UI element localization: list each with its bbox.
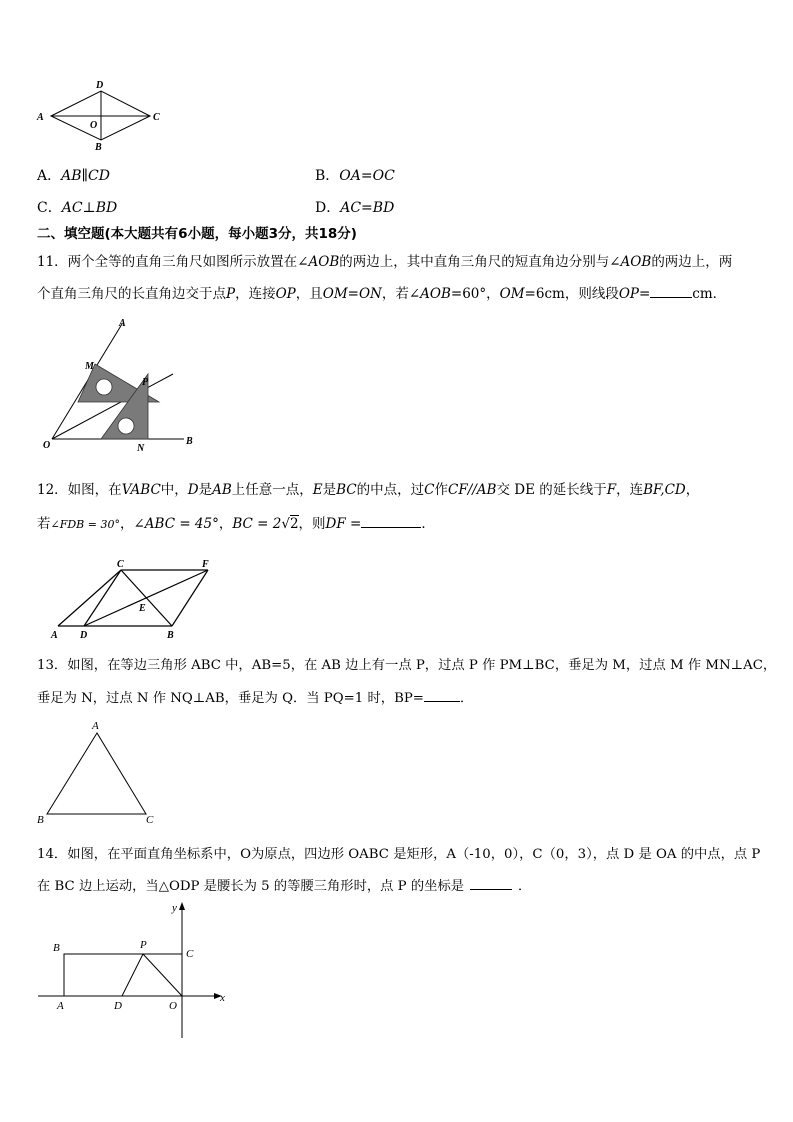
q12-var: VABC — [121, 482, 161, 498]
q13-text: 垂足为 N，过点 N 作 NQ⊥AB，垂足为 Q．当 PQ=1 时，BP= — [37, 691, 424, 706]
q11-text: =60°， — [450, 286, 500, 302]
label-o: O — [43, 440, 51, 451]
q12-var: BC — [336, 482, 357, 498]
q13-answer-blank[interactable] — [424, 689, 460, 702]
label-c: C — [153, 112, 160, 123]
option-text: AB∥CD — [61, 168, 110, 184]
q12-text: 的中点，过 — [356, 482, 425, 498]
sqrt-radicand: 2 — [289, 516, 299, 532]
q13-triangle-figure — [34, 716, 164, 828]
q10-rhombus-figure — [34, 78, 169, 153]
label-x: x — [220, 992, 225, 1004]
label-e: E — [139, 603, 146, 614]
triangle-abc — [47, 733, 146, 814]
q12-var: CF//AB — [448, 482, 497, 498]
q14-answer-blank[interactable] — [470, 877, 512, 890]
q12-text: 交 DE 的延长线于 — [496, 482, 607, 498]
q12-text: ． — [421, 516, 435, 532]
q13-text: ． — [459, 691, 474, 706]
q11-var: OP — [275, 286, 296, 302]
q12-df: DF = — [325, 516, 362, 532]
q11-text: cm，则线段 — [544, 286, 619, 302]
q12-var: BF,CD — [643, 482, 686, 498]
q11-line1 — [37, 250, 732, 270]
label-p: P — [142, 377, 149, 388]
q11-text: 11．两个全等的直角三角尺如图所示放置在 — [37, 254, 298, 270]
label-p: P — [140, 939, 147, 951]
q11-text: 个直角三角尺的长直角边交于点 — [37, 286, 226, 302]
label-a: A — [119, 318, 126, 329]
q11-text: ，连接 — [235, 286, 276, 302]
q11-text: =6 — [524, 286, 545, 302]
q12-text: 若 — [37, 516, 51, 532]
label-b: B — [37, 814, 44, 826]
q14-text: 在 BC 边上运动，当△ODP 是腰长为 5 的等腰三角形时，点 P 的坐标是 — [37, 879, 465, 894]
q11-set-squares-figure — [38, 312, 203, 452]
q12-var: C — [424, 482, 435, 498]
q13-line2 — [37, 687, 473, 706]
label-b: B — [167, 630, 174, 641]
q12-text: ，则 — [298, 516, 326, 532]
set-square-hole-upper — [96, 379, 112, 395]
q12-text: ， — [218, 516, 233, 532]
label-a: A — [57, 1000, 64, 1012]
q11-angle: ∠AOB — [297, 254, 340, 270]
q11-text: 的两边上，两 — [651, 254, 733, 270]
q12-answer-blank[interactable] — [361, 515, 421, 528]
label-b: B — [95, 142, 102, 153]
q14-line2 — [37, 875, 531, 894]
q12-line2 — [37, 512, 435, 532]
q12-text: 12．如图，在 — [37, 482, 122, 498]
q11-var: OP — [618, 286, 639, 302]
label-a: A — [51, 630, 58, 641]
option-letter: B． — [315, 168, 340, 184]
q12-text: 是 — [322, 482, 337, 498]
q10-option-a[interactable] — [37, 165, 110, 185]
q12-angle-fdb: ∠FDB = 30° — [50, 518, 120, 531]
q12-text: ， — [119, 516, 134, 532]
q11-text: = — [347, 286, 359, 302]
label-m: M — [85, 361, 94, 372]
segment-dp — [122, 954, 143, 996]
q12-line1 — [37, 478, 699, 498]
q12-text: 上任意一点， — [231, 482, 313, 498]
y-axis-arrow — [179, 902, 185, 910]
label-d: D — [96, 80, 104, 91]
q13-line1: 13．如图，在等边三角形 ABC 中，AB=5，在 AB 边上有一点 P，过点 P 作 PM⊥BC，垂足为 M，过点 M 作 MN⊥AC， — [37, 658, 777, 673]
sqrt-symbol: √ — [281, 516, 290, 532]
q12-text: ， — [685, 482, 700, 498]
q12-text: 作 — [434, 482, 448, 498]
option-text: AC=BD — [340, 200, 395, 216]
q11-angle: ∠AOB — [408, 286, 451, 302]
q11-text: cm． — [692, 286, 727, 302]
label-d: D — [80, 630, 88, 641]
label-y: y — [172, 902, 177, 914]
label-c: C — [186, 948, 194, 960]
option-letter: A． — [37, 168, 62, 184]
label-c: C — [117, 559, 124, 570]
q11-text: = — [638, 286, 651, 302]
q10-option-c[interactable] — [37, 197, 117, 217]
q12-var: D — [187, 482, 199, 498]
option-text: OA=OC — [339, 168, 395, 184]
q12-bc-value: BC = 2 — [232, 516, 282, 532]
q11-text: ，且 — [295, 286, 323, 302]
q12-var: F — [606, 482, 617, 498]
option-letter: D． — [315, 200, 341, 216]
q12-text: 中， — [160, 482, 188, 498]
q10-option-b[interactable] — [315, 165, 395, 185]
label-f: F — [202, 559, 209, 570]
label-n: N — [137, 443, 145, 452]
q10-option-d[interactable] — [315, 197, 394, 217]
label-b: B — [186, 436, 193, 447]
option-text: AC⊥BD — [61, 200, 118, 216]
label-o: O — [169, 1000, 177, 1012]
q14-coordinate-figure — [36, 898, 236, 1040]
q11-var: ON — [358, 286, 382, 302]
label-d: D — [114, 1000, 122, 1012]
rectangle-oabc — [64, 954, 182, 996]
q12-parallelogram-figure — [44, 556, 224, 644]
set-square-hole-lower — [118, 418, 134, 434]
q12-angle-abc: ∠ABC = 45° — [133, 516, 219, 532]
q11-answer-blank[interactable] — [650, 285, 692, 298]
label-a: A — [92, 720, 99, 732]
q12-var: AB — [212, 482, 232, 498]
q12-text: 是 — [198, 482, 213, 498]
label-c: C — [146, 814, 154, 826]
q11-line2 — [37, 282, 726, 302]
q11-text: 的两边上，其中直角三角尺的短直角边分别与 — [339, 254, 610, 270]
q11-text: ，若 — [381, 286, 409, 302]
q12-var: E — [312, 482, 323, 498]
q11-var: P — [226, 286, 236, 302]
q11-var: OM — [322, 286, 348, 302]
q11-var: OM — [499, 286, 525, 302]
q14-text: ． — [518, 879, 532, 894]
q11-angle: ∠AOB — [609, 254, 652, 270]
q12-text: ，连 — [616, 482, 644, 498]
section-heading: 二、填空题(本大题共有6小题，每小题3分，共18分) — [37, 226, 357, 242]
label-o: O — [90, 120, 98, 131]
option-letter: C． — [37, 200, 62, 216]
label-a: A — [37, 112, 44, 123]
segment-po — [143, 954, 182, 996]
q14-line1: 14．如图，在平面直角坐标系中，O为原点，四边形 OABC 是矩形，A（-10，0），C（0，3），点 D 是 OA 的中点，点 P — [37, 847, 761, 862]
label-b: B — [53, 942, 60, 954]
